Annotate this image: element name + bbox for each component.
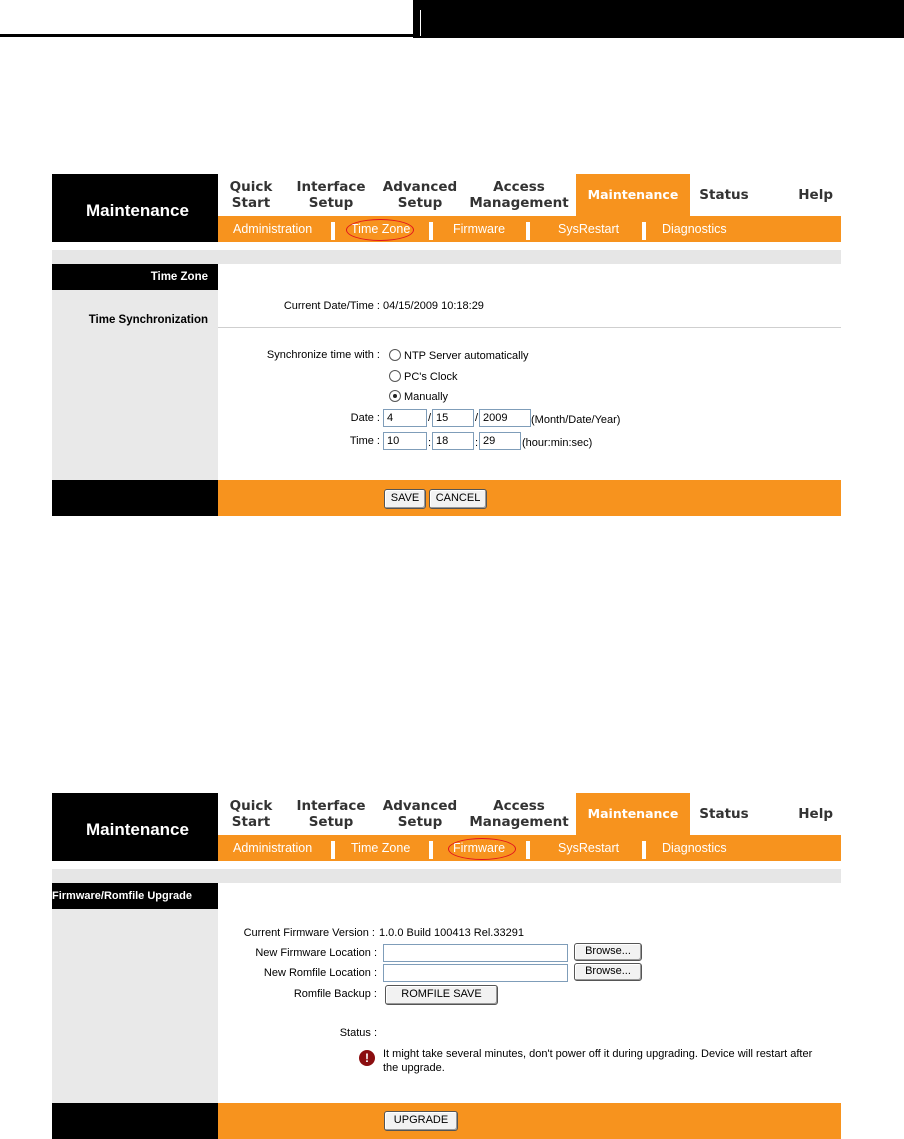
spacer: [52, 861, 841, 869]
menu-help[interactable]: Help: [798, 187, 833, 203]
header-rule: [0, 34, 413, 37]
ntp-radio-label: NTP Server automatically: [404, 350, 529, 362]
header-divider: [420, 10, 421, 36]
manually-radio[interactable]: [389, 390, 401, 402]
left-column: [52, 883, 218, 1103]
date-day-input[interactable]: 15: [432, 409, 474, 427]
submenu-diagnostics[interactable]: Diagnostics: [662, 841, 727, 855]
highlight-oval: [346, 219, 414, 241]
submenu-separator: [642, 222, 646, 240]
romfile-backup-label: Romfile Backup :: [293, 988, 377, 1000]
firmware-panel: [52, 793, 841, 1139]
menu-maintenance[interactable]: Maintenance: [576, 793, 690, 835]
current-datetime-value: 04/15/2009 10:18:29: [383, 300, 484, 312]
menu-help[interactable]: Help: [798, 806, 833, 822]
browse-firmware-button[interactable]: Browse...: [574, 943, 642, 961]
menu-advanced-setup[interactable]: Advanced Setup: [382, 179, 458, 211]
section-title-firmware: Firmware/Romfile Upgrade: [52, 883, 218, 909]
main-menu: [218, 793, 841, 835]
cancel-button[interactable]: CANCEL: [429, 489, 487, 509]
time-minute-input[interactable]: 18: [432, 432, 474, 450]
upgrade-button[interactable]: UPGRADE: [384, 1111, 458, 1131]
romfile-save-button[interactable]: ROMFILE SAVE: [385, 985, 498, 1005]
menu-access-management[interactable]: Access Management: [469, 798, 569, 830]
submenu-separator: [526, 222, 530, 240]
status-message: It might take several minutes, don't power off it during upgrading. Device will restart after the upgrade.: [383, 1048, 813, 1074]
time-hint: (hour:min:sec): [522, 437, 593, 449]
firmware-location-input[interactable]: [383, 944, 568, 962]
footer-bar: [218, 480, 841, 516]
time-label: Time :: [349, 435, 380, 447]
submenu-administration[interactable]: Administration: [233, 222, 313, 236]
submenu-sysrestart[interactable]: SysRestart: [558, 222, 620, 236]
menu-status[interactable]: Status: [699, 806, 749, 822]
warning-icon: !: [359, 1050, 375, 1066]
menu-interface-setup[interactable]: Interface Setup: [296, 798, 366, 830]
footer-left: [52, 480, 218, 516]
grey-strip: [52, 869, 841, 883]
main-menu: [218, 174, 841, 216]
divider: [218, 327, 841, 328]
menu-quick-start[interactable]: Quick Start: [229, 179, 273, 211]
time-second-input[interactable]: 29: [479, 432, 521, 450]
grey-strip: [52, 250, 841, 264]
section-title-time-zone: Time Zone: [52, 264, 218, 290]
ntp-radio[interactable]: [389, 349, 401, 361]
submenu-administration[interactable]: Administration: [233, 841, 313, 855]
romfile-location-input[interactable]: [383, 964, 568, 982]
left-column: [52, 264, 218, 480]
sub-menu: [218, 835, 841, 861]
sync-label: Synchronize time with :: [266, 349, 380, 361]
save-button[interactable]: SAVE: [384, 489, 426, 509]
time-separator: :: [428, 437, 432, 449]
menu-maintenance[interactable]: Maintenance: [576, 174, 690, 216]
time-separator: :: [475, 437, 479, 449]
current-datetime-label: Current Date/Time :: [283, 300, 380, 312]
submenu-separator: [331, 222, 335, 240]
manually-radio-label: Manually: [404, 391, 449, 403]
submenu-time-zone[interactable]: Time Zone: [351, 841, 411, 855]
date-separator: /: [428, 412, 432, 424]
date-month-input[interactable]: 4: [383, 409, 427, 427]
header-black-bar: [413, 0, 904, 38]
date-year-input[interactable]: 2009: [479, 409, 531, 427]
timezone-panel: [52, 174, 841, 516]
date-label: Date :: [350, 412, 380, 424]
footer-left: [52, 1103, 218, 1139]
submenu-sysrestart[interactable]: SysRestart: [558, 841, 620, 855]
romfile-location-label: New Romfile Location :: [263, 967, 377, 979]
section-title-time-sync: Time Synchronization: [88, 314, 208, 326]
highlight-oval: [448, 838, 516, 860]
submenu-separator: [331, 841, 335, 859]
menu-quick-start[interactable]: Quick Start: [229, 798, 273, 830]
status-label: Status :: [339, 1027, 377, 1039]
firmware-location-label: New Firmware Location :: [255, 947, 377, 959]
submenu-firmware[interactable]: Firmware: [453, 222, 506, 236]
brand-label: Maintenance: [52, 793, 218, 861]
firmware-version-label: Current Firmware Version :: [243, 927, 375, 939]
brand-label: Maintenance: [52, 174, 218, 242]
menu-interface-setup[interactable]: Interface Setup: [296, 179, 366, 211]
submenu-separator: [429, 222, 433, 240]
menu-advanced-setup[interactable]: Advanced Setup: [382, 798, 458, 830]
document-header: [0, 0, 904, 38]
spacer: [52, 242, 841, 250]
submenu-separator: [642, 841, 646, 859]
pc-clock-radio[interactable]: [389, 370, 401, 382]
submenu-separator: [526, 841, 530, 859]
footer-bar: [218, 1103, 841, 1139]
submenu-separator: [429, 841, 433, 859]
time-hour-input[interactable]: 10: [383, 432, 427, 450]
menu-status[interactable]: Status: [699, 187, 749, 203]
menu-access-management[interactable]: Access Management: [469, 179, 569, 211]
firmware-version-value: 1.0.0 Build 100413 Rel.33291: [379, 927, 524, 939]
submenu-time-zone[interactable]: Time Zone: [351, 222, 411, 236]
date-hint: (Month/Date/Year): [531, 414, 621, 426]
submenu-firmware[interactable]: Firmware: [453, 841, 506, 855]
sub-menu: [218, 216, 841, 242]
date-separator: /: [475, 412, 479, 424]
browse-romfile-button[interactable]: Browse...: [574, 963, 642, 981]
submenu-diagnostics[interactable]: Diagnostics: [662, 222, 727, 236]
pc-clock-radio-label: PC's Clock: [404, 371, 458, 383]
